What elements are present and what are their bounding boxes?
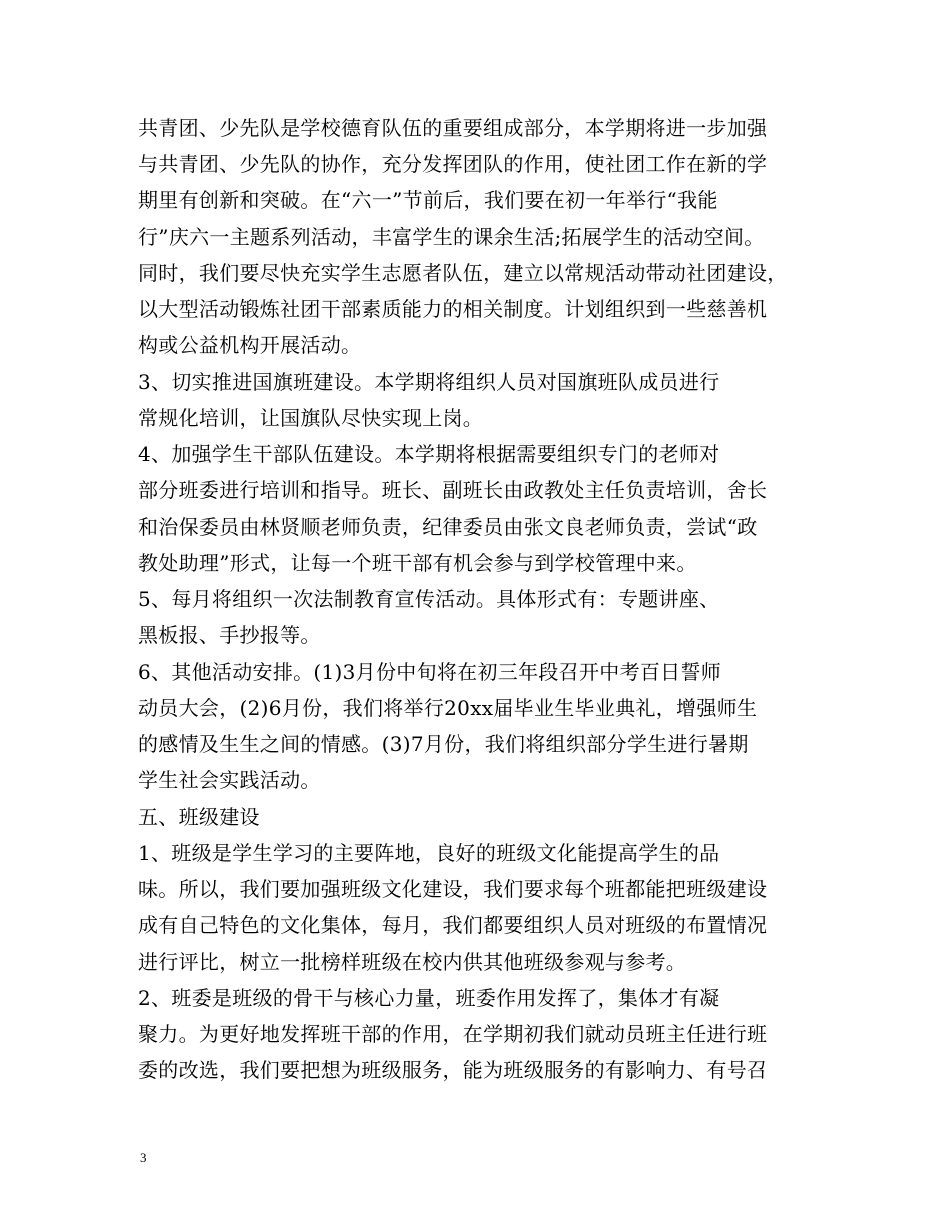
text-line: 6、其他活动安排。(1)3月份中旬将在初三年段召开中考百日誓师 <box>138 660 722 684</box>
text-line: 委的改选，我们要把想为班级服务，能为班级服务的有影响力、有号召 <box>138 1058 768 1082</box>
text-line: 行”庆六一主题系列活动，丰富学生的课余生活;拓展学生的活动空间。 <box>138 225 765 249</box>
text-line: 聚力。为更好地发挥班干部的作用，在学期初我们就动员班主任进行班 <box>138 1022 768 1046</box>
text-line: 构或公益机构开展活动。 <box>138 333 362 357</box>
text-line: 成有自己特色的文化集体，每月，我们都要组织人员对班级的布置情况 <box>138 913 768 937</box>
text-line: 味。所以，我们要加强班级文化建设，我们要求每个班都能把班级建设 <box>138 877 768 901</box>
text-line: 常规化培训，让国旗队尽快实现上岗。 <box>138 406 484 430</box>
text-line: 与共青团、少先队的协作，充分发挥团队的作用，使社团工作在新的学 <box>138 152 768 176</box>
section-heading: 五、班级建设 <box>138 805 260 829</box>
text-line: 5、每月将组织一次法制教育宣传活动。具体形式有：专题讲座、 <box>138 587 720 611</box>
text-line: 3、切实推进国旗班建设。本学期将组织人员对国旗班队成员进行 <box>138 370 720 394</box>
text-line: 学生社会实践活动。 <box>138 768 321 792</box>
text-line: 动员大会，(2)6月份，我们将举行20xx届毕业生毕业典礼，增强师生 <box>138 696 758 720</box>
text-line: 教处助理”形式，让每一个班干部有机会参与到学校管理中来。 <box>138 551 697 575</box>
text-line: 1、班级是学生学习的主要阵地，良好的班级文化能提高学生的品 <box>138 841 720 865</box>
page-number: 3 <box>140 1150 147 1165</box>
text-line: 同时，我们要尽快充实学生志愿者队伍，建立以常规活动带动社团建设， <box>138 261 788 285</box>
text-line: 和治保委员由林贤顺老师负责，纪律委员由张文良老师负责，尝试“政 <box>138 515 758 539</box>
text-line: 黑板报、手抄报等。 <box>138 623 321 647</box>
text-line: 期里有创新和突破。在“六一”节前后，我们要在初一年举行“我能 <box>138 188 718 212</box>
text-line: 2、班委是班级的骨干与核心力量，班委作用发挥了，集体才有凝 <box>138 986 720 1010</box>
text-line: 4、加强学生干部队伍建设。本学期将根据需要组织专门的老师对 <box>138 442 720 466</box>
text-line: 进行评比，树立一批榜样班级在校内供其他班级参观与参考。 <box>138 950 687 974</box>
text-line: 部分班委进行培训和指导。班长、副班长由政教处主任负责培训，舍长 <box>138 478 768 502</box>
text-line: 以大型活动锻炼社团干部素质能力的相关制度。计划组织到一些慈善机 <box>138 297 768 321</box>
text-line: 共青团、少先队是学校德育队伍的重要组成部分，本学期将进一步加强 <box>138 116 768 140</box>
text-line: 的感情及生生之间的情感。(3)7月份，我们将组织部分学生进行暑期 <box>138 732 749 756</box>
